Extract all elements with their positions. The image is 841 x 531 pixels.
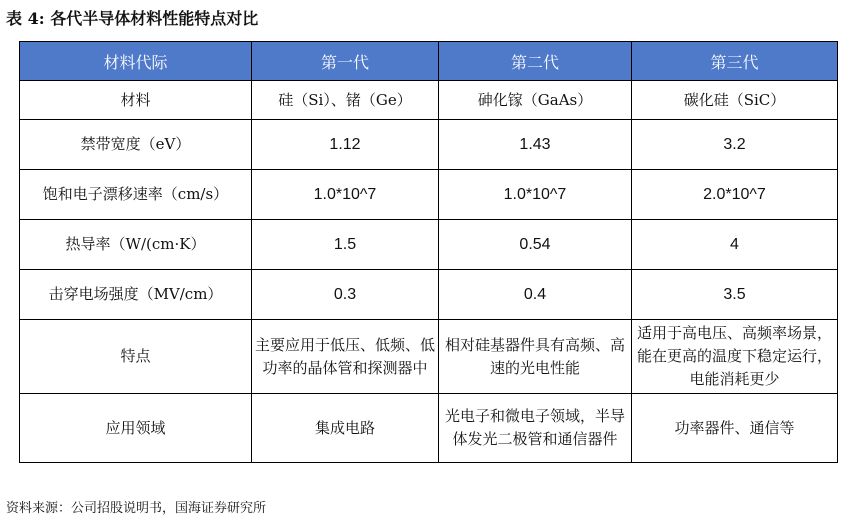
table-cell: 1.0*10^7 xyxy=(439,170,632,220)
table-cell: 砷化镓（GaAs） xyxy=(439,81,632,120)
table-cell: 0.54 xyxy=(439,220,632,270)
comparison-table xyxy=(19,41,838,463)
header-cell: 材料代际 xyxy=(20,42,252,81)
header-row xyxy=(20,42,838,81)
table-row xyxy=(20,170,838,220)
table-cell: 0.3 xyxy=(252,270,439,320)
row-label: 材料 xyxy=(20,81,252,120)
header-cell: 第一代 xyxy=(252,42,439,81)
table-cell: 2.0*10^7 xyxy=(632,170,838,220)
table-cell: 适用于高电压、高频率场景，能在更高的温度下稳定运行，电能消耗更少 xyxy=(632,320,838,394)
row-label: 热导率（W/(cm·K） xyxy=(20,220,252,270)
table-cell: 1.5 xyxy=(252,220,439,270)
table-cell: 相对硅基器件具有高频、高速的光电性能 xyxy=(439,320,632,394)
table-cell: 1.0*10^7 xyxy=(252,170,439,220)
row-label: 应用领域 xyxy=(20,394,252,463)
table-cell: 4 xyxy=(632,220,838,270)
table-cell: 硅（Si）、锗（Ge） xyxy=(252,81,439,120)
table-cell: 主要应用于低压、低频、低功率的晶体管和探测器中 xyxy=(252,320,439,394)
table-row xyxy=(20,220,838,270)
table-row xyxy=(20,120,838,170)
table-cell: 1.43 xyxy=(439,120,632,170)
source-note: 资料来源：公司招股说明书，国海证券研究所 xyxy=(6,501,267,516)
header-cell: 第二代 xyxy=(439,42,632,81)
table-caption xyxy=(6,4,258,34)
table-cell: 光电子和微电子领域，半导体发光二极管和通信器件 xyxy=(439,394,632,463)
header-cell: 第三代 xyxy=(632,42,838,81)
row-label: 特点 xyxy=(20,320,252,394)
row-label: 禁带宽度（eV） xyxy=(20,120,252,170)
table-cell: 3.2 xyxy=(632,120,838,170)
table-row xyxy=(20,270,838,320)
caption-title: 各代半导体材料性能特点对比 xyxy=(50,9,259,28)
table-cell: 3.5 xyxy=(632,270,838,320)
row-label: 击穿电场强度（MV/cm） xyxy=(20,270,252,320)
table-cell: 0.4 xyxy=(439,270,632,320)
table-row xyxy=(20,394,838,463)
table-cell: 1.12 xyxy=(252,120,439,170)
table-row xyxy=(20,320,838,394)
table-cell: 功率器件、通信等 xyxy=(632,394,838,463)
table-row xyxy=(20,81,838,120)
row-label: 饱和电子漂移速率（cm/s） xyxy=(20,170,252,220)
table-cell: 集成电路 xyxy=(252,394,439,463)
table-cell: 碳化硅（SiC） xyxy=(632,81,838,120)
caption-label: 表 4: xyxy=(6,9,45,28)
